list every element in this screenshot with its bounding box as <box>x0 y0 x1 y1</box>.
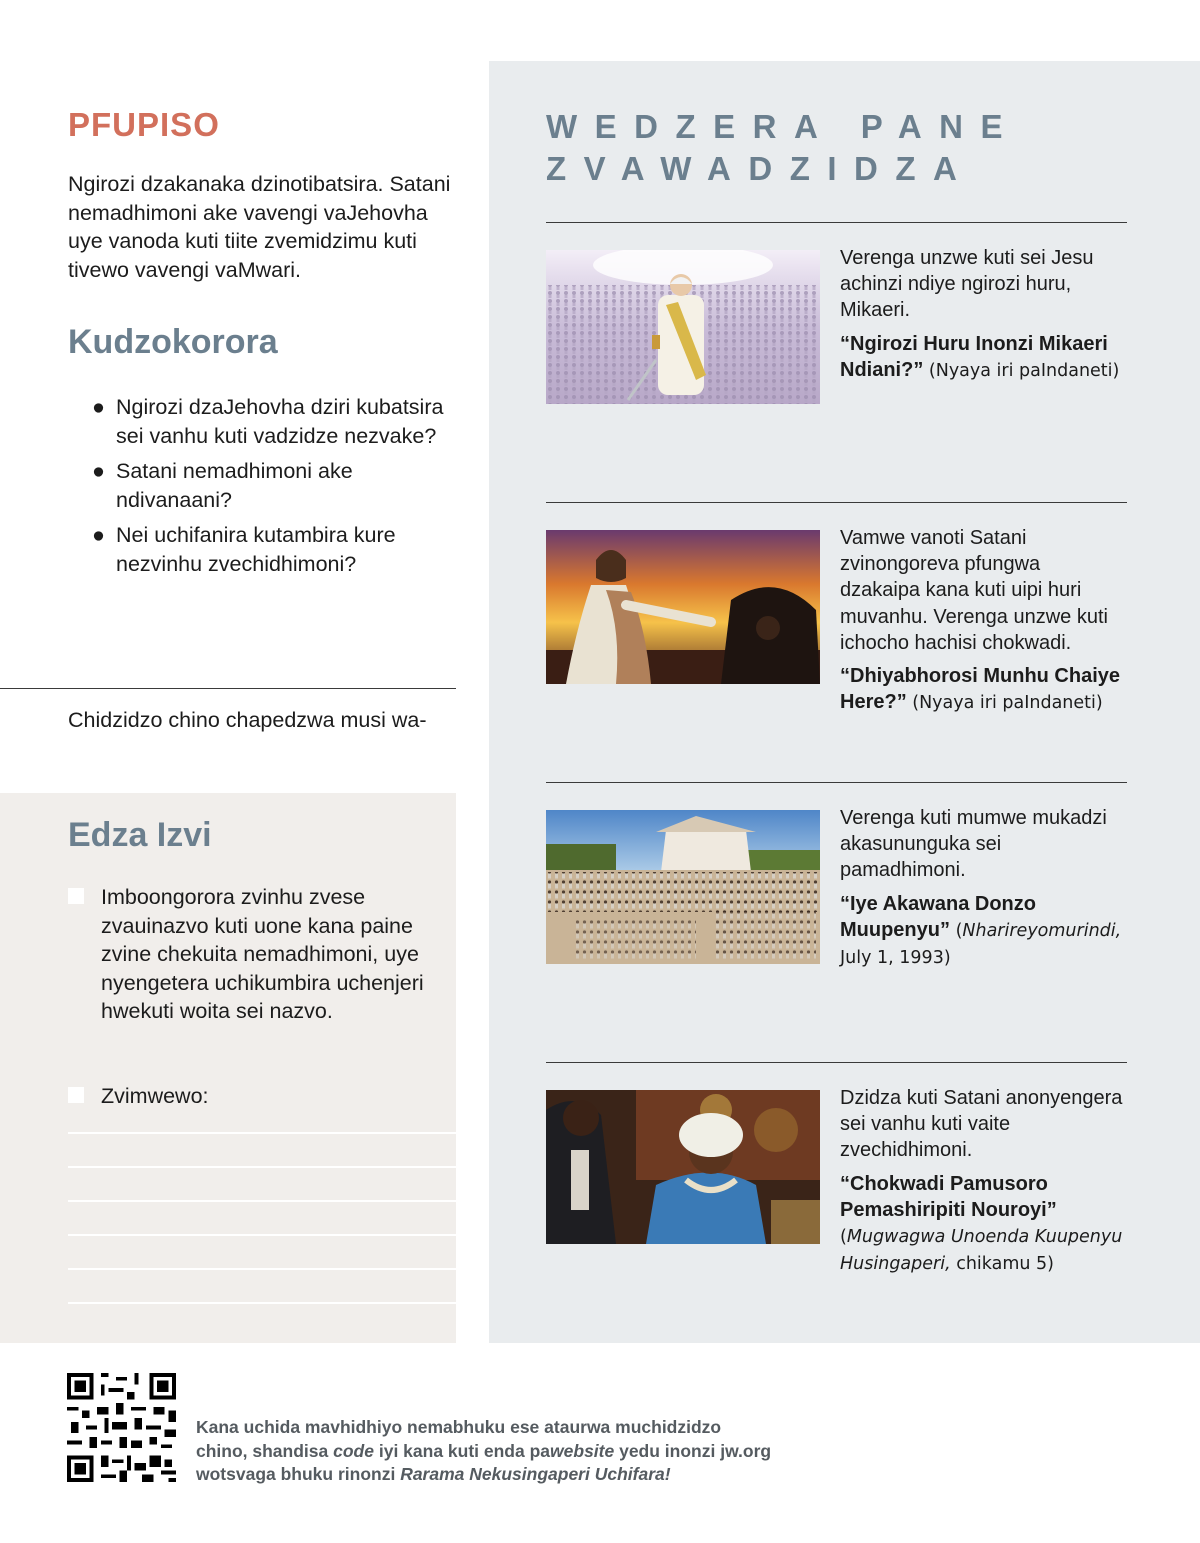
bullet-icon: ● <box>92 523 105 548</box>
resource-item <box>840 1085 1125 1277</box>
summary-text: Ngirozi dzakanaka dzinotibatsira. Satani nemadhimoni ake vavengi vaJehovha uye vanoda kuti tiite zvemidzimu kuti tivewo vavengi vaMwari. <box>68 172 451 282</box>
checklist-item <box>68 883 428 1026</box>
hall-construction-crowd-image <box>546 810 820 964</box>
footer-note: Kana uchida mavhidhiyo nemabhuku ese ataurwa muchidzidzo chino, shandisa code iyi kana kuti enda pawebsite yedu inonzi jw.org wotsvaga bhuku rinonzi Rarama Nekusingaperi Uchifara! <box>196 1417 772 1484</box>
qr-code-icon[interactable] <box>67 1373 176 1482</box>
resource-link[interactable]: “Chokwadi Pamusoro Pemashiripiti Nouroyi” (Mugwagwa Unoenda Kuupenyu Husingaperi, chikamu 5) <box>840 1172 1123 1275</box>
do-this-heading: Edza Izvi <box>68 816 212 854</box>
checkbox[interactable] <box>68 888 84 904</box>
checklist-item-text: Imboongorora zvinhu zvese zvauinazvo kuti uone kana paine zvine chekuita nemadhimoni, uye nyengetera uchikumbira uchenjeri hwekuti woita sei nazvo. <box>101 885 424 1024</box>
resource-description: Verenga unzwe kuti sei Jesu achinzi ndiye ngirozi huru, Mikaeri. <box>840 247 1094 322</box>
writing-line[interactable] <box>68 1132 456 1134</box>
witch-doctor-visit-image <box>546 1090 820 1244</box>
checklist-item-text: Zvimwewo: <box>101 1084 209 1108</box>
divider <box>546 1062 1127 1063</box>
bullet-icon: ● <box>92 395 105 419</box>
writing-line[interactable] <box>68 1268 456 1270</box>
divider <box>546 782 1127 783</box>
do-this-panel <box>0 793 456 1343</box>
writing-line[interactable] <box>68 1234 456 1236</box>
bullet-icon: ● <box>92 459 105 484</box>
writing-line[interactable] <box>68 1200 456 1202</box>
checklist-item <box>68 1082 428 1111</box>
resource-description: Verenga kuti mumwe mukadzi akasununguka sei pamadhimoni. <box>840 807 1107 882</box>
review-heading: Kudzokorora <box>68 323 278 361</box>
list-item: ● Nei uchifanira kutambira kure nezvinhu zvechidhimoni? <box>92 523 396 576</box>
completion-date-line: Chidzidzo chino chapedzwa musi wa- <box>68 708 427 732</box>
resource-item <box>840 525 1125 716</box>
resource-link[interactable]: “Dhiyabhorosi Munhu Chaiye Here?” (Nyaya iri paIndaneti) <box>840 665 1121 714</box>
more-heading: WEDZERA PANE ZVAWADZIDZA <box>546 108 1020 187</box>
checkbox[interactable] <box>68 1087 84 1103</box>
divider <box>546 502 1127 503</box>
writing-line[interactable] <box>68 1166 456 1168</box>
archangel-michael-angels-image <box>546 250 820 404</box>
resource-link[interactable]: “Iye Akawana Donzo Muupenyu” (Nharireyomurindi, July 1, 1993) <box>840 892 1122 969</box>
resource-description: Vamwe vanoti Satani zvinongoreva pfungwa dzakaipa kana kuti uipi huri muvanhu. Verenga unzwe kuti ichocho hachisi chokwadi. <box>840 527 1108 654</box>
list-item: ● Ngirozi dzaJehovha dziri kubatsira sei vanhu kuti vadzidze nezvake? <box>92 395 444 448</box>
list-item: ● Satani nemadhimoni ake ndivanaani? <box>92 459 353 512</box>
resource-link[interactable]: “Ngirozi Huru Inonzi Mikaeri Ndiani?” (Nyaya iri paIndaneti) <box>840 332 1120 381</box>
writing-line[interactable] <box>68 1302 456 1304</box>
resource-item <box>840 245 1125 384</box>
divider <box>0 688 456 689</box>
resource-description: Dzidza kuti Satani anonyengera sei vanhu kuti vaite zvechidhimoni. <box>840 1087 1123 1162</box>
review-list <box>92 393 452 586</box>
jesus-rebuking-satan-image <box>546 530 820 684</box>
divider <box>546 222 1127 223</box>
resource-item <box>840 805 1125 971</box>
summary-heading: PFUPISO <box>68 106 220 143</box>
